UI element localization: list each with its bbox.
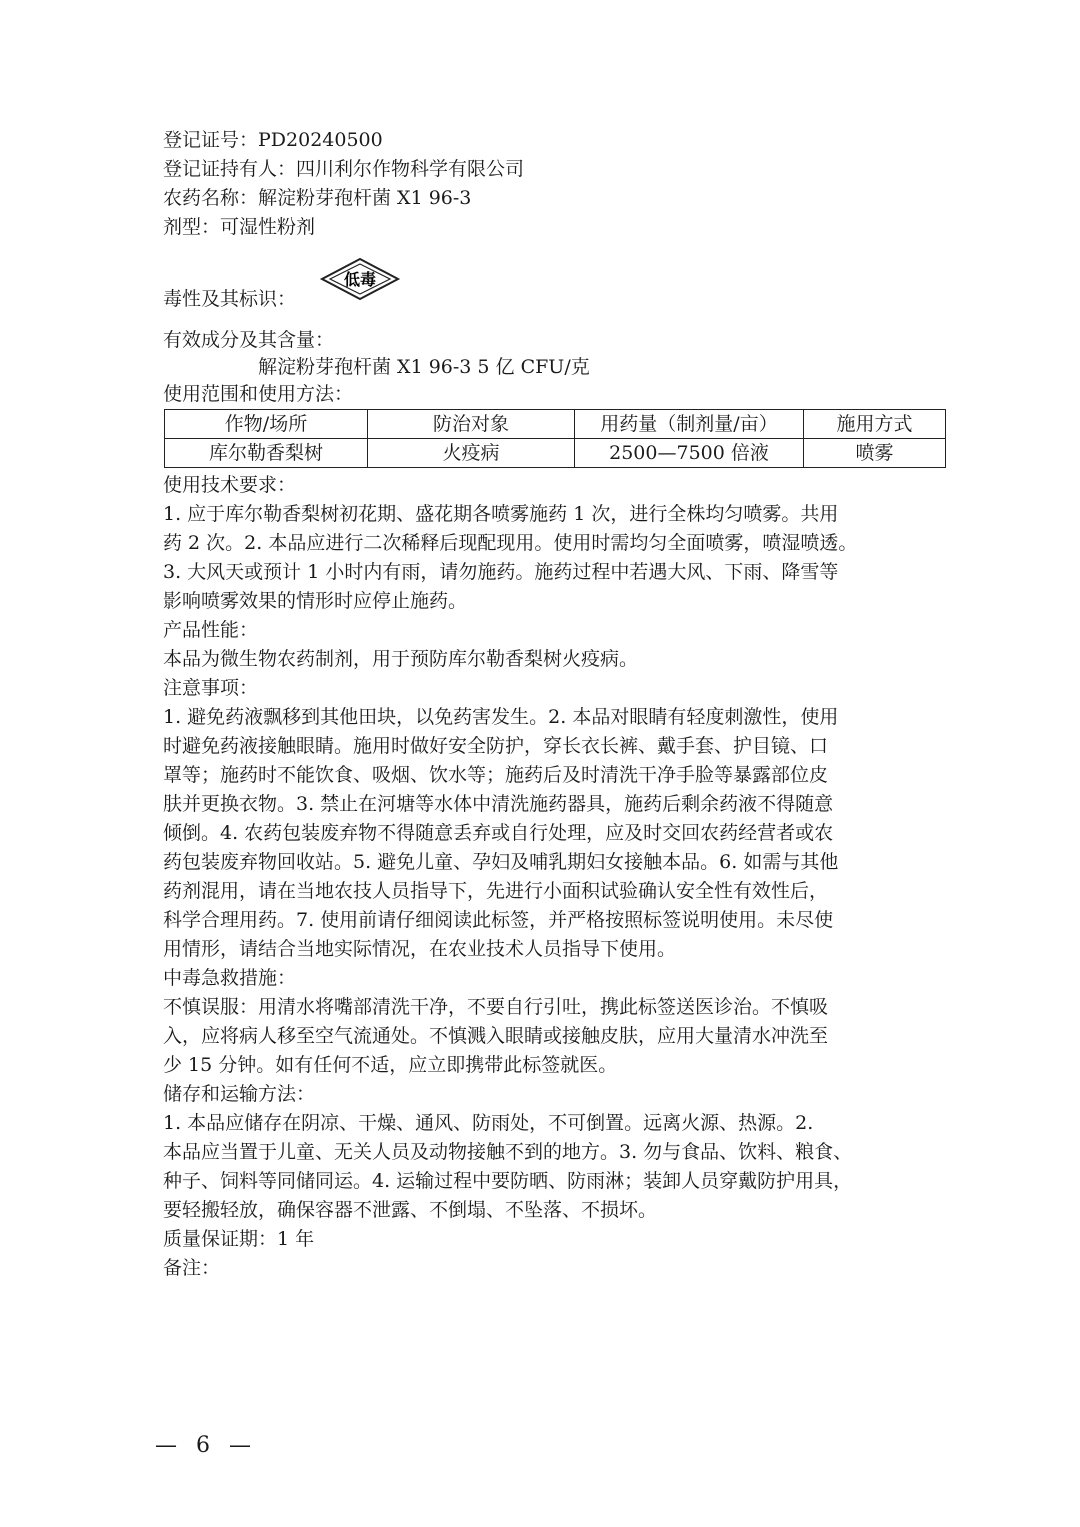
first-aid-heading: 中毒急救措施： bbox=[163, 967, 297, 989]
text-line: 药剂混用，请在当地农技人员指导下，先进行小面积试验确认安全性有效性后， bbox=[163, 880, 829, 902]
notes-heading: 注意事项： bbox=[163, 677, 259, 699]
text-line: 倾倒。4. 农药包装废弃物不得随意丢弃或自行处理，应及时交回农药经营者或农 bbox=[163, 822, 834, 844]
text-line: 入，应将病人移至空气流通处。不慎溅入眼睛或接触皮肤，应用大量清水冲洗至 bbox=[163, 1025, 829, 1047]
text-line: 少 15 分钟。如有任何不适，应立即携带此标签就医。 bbox=[163, 1054, 618, 1076]
text-line: 时避免药液接触眼睛。施用时做好安全防护，穿长衣长裤、戴手套、护目镜、口 bbox=[163, 735, 829, 757]
remarks: 备注： bbox=[163, 1257, 221, 1279]
tech-heading: 使用技术要求： bbox=[163, 474, 297, 496]
table-header-cell: 施用方式 bbox=[804, 410, 946, 439]
text-line: 罩等；施药时不能饮食、吸烟、饮水等；施药后及时清洗干净手脸等暴露部位皮 bbox=[163, 764, 829, 786]
table-cell: 火疫病 bbox=[368, 439, 575, 468]
text-line: 1. 本品应储存在阴凉、干燥、通风、防雨处，不可倒置。远离火源、热源。2. bbox=[163, 1112, 814, 1134]
formulation: 剂型：可湿性粉剂 bbox=[163, 216, 316, 238]
registration-number: 登记证号：PD20240500 bbox=[163, 129, 383, 151]
text-line: 3. 大风天或预计 1 小时内有雨，请勿施药。施药过程中若遇大风、下雨、降雪等 bbox=[163, 561, 839, 583]
text-line: 不慎误服：用清水将嘴部清洗干净，不要自行引吐，携此标签送医诊治。不慎吸 bbox=[163, 996, 829, 1018]
performance-heading: 产品性能： bbox=[163, 619, 259, 641]
tech-paragraph bbox=[163, 500, 923, 616]
badge-text: 低毒 bbox=[343, 270, 377, 289]
usage-table bbox=[164, 409, 946, 468]
notes-paragraph bbox=[163, 703, 923, 964]
text-line: 肤并更换衣物。3. 禁止在河塘等水体中清洗施药器具，施药后剩余药液不得随意 bbox=[163, 793, 834, 815]
table-row bbox=[165, 439, 946, 468]
table-cell: 喷雾 bbox=[804, 439, 946, 468]
table-cell: 2500—7500 倍液 bbox=[575, 439, 804, 468]
text-line: 1. 应于库尔勒香梨树初花期、盛花期各喷雾施药 1 次，进行全株均匀喷雾。共用 bbox=[163, 503, 839, 525]
text-line: 科学合理用药。7. 使用前请仔细阅读此标签，并严格按照标签说明使用。未尽使 bbox=[163, 909, 834, 931]
storage-paragraph bbox=[163, 1109, 923, 1225]
toxicity-label: 毒性及其标识： bbox=[163, 288, 297, 310]
registration-holder: 登记证持有人：四川利尔作物科学有限公司 bbox=[163, 158, 525, 180]
ingredient-content: 解淀粉芽孢杆菌 X1 96-3 5 亿 CFU/克 bbox=[258, 356, 590, 378]
table-header-cell: 用药量（制剂量/亩） bbox=[575, 410, 804, 439]
shelf-life: 质量保证期：1 年 bbox=[163, 1228, 315, 1250]
text-line: 药包装废弃物回收站。5. 避免儿童、孕妇及哺乳期妇女接触本品。6. 如需与其他 bbox=[163, 851, 839, 873]
table-header-row bbox=[165, 410, 946, 439]
text-line: 用情形，请结合当地实际情况，在农业技术人员指导下使用。 bbox=[163, 938, 677, 960]
page-number: — 6 — bbox=[155, 1433, 257, 1458]
storage-heading: 储存和运输方法： bbox=[163, 1083, 316, 1105]
pesticide-name: 农药名称：解淀粉芽孢杆菌 X1 96-3 bbox=[163, 187, 472, 209]
first-aid-paragraph bbox=[163, 993, 923, 1080]
text-line: 本品应当置于儿童、无关人员及动物接触不到的地方。3. 勿与食品、饮料、粮食、 bbox=[163, 1141, 853, 1163]
table-cell: 库尔勒香梨树 bbox=[165, 439, 368, 468]
table-header-cell: 防治对象 bbox=[368, 410, 575, 439]
text-line: 1. 避免药液飘移到其他田块，以免药害发生。2. 本品对眼睛有轻度刺激性，使用 bbox=[163, 706, 839, 728]
low-toxicity-badge bbox=[318, 256, 402, 302]
text-line: 种子、饲料等同储同运。4. 运输过程中要防晒、防雨淋；装卸人员穿戴防护用具， bbox=[163, 1170, 853, 1192]
text-line: 要轻搬轻放，确保容器不泄露、不倒塌、不坠落、不损坏。 bbox=[163, 1199, 658, 1221]
text-line: 影响喷雾效果的情形时应停止施药。 bbox=[163, 590, 468, 612]
performance-text: 本品为微生物农药制剂，用于预防库尔勒香梨树火疫病。 bbox=[163, 648, 639, 670]
usage-heading: 使用范围和使用方法： bbox=[163, 383, 354, 405]
table-header-cell: 作物/场所 bbox=[165, 410, 368, 439]
text-line: 药 2 次。2. 本品应进行二次稀释后现配现用。使用时需均匀全面喷雾，喷湿喷透。 bbox=[163, 532, 858, 554]
ingredient-heading: 有效成分及其含量： bbox=[163, 329, 335, 351]
